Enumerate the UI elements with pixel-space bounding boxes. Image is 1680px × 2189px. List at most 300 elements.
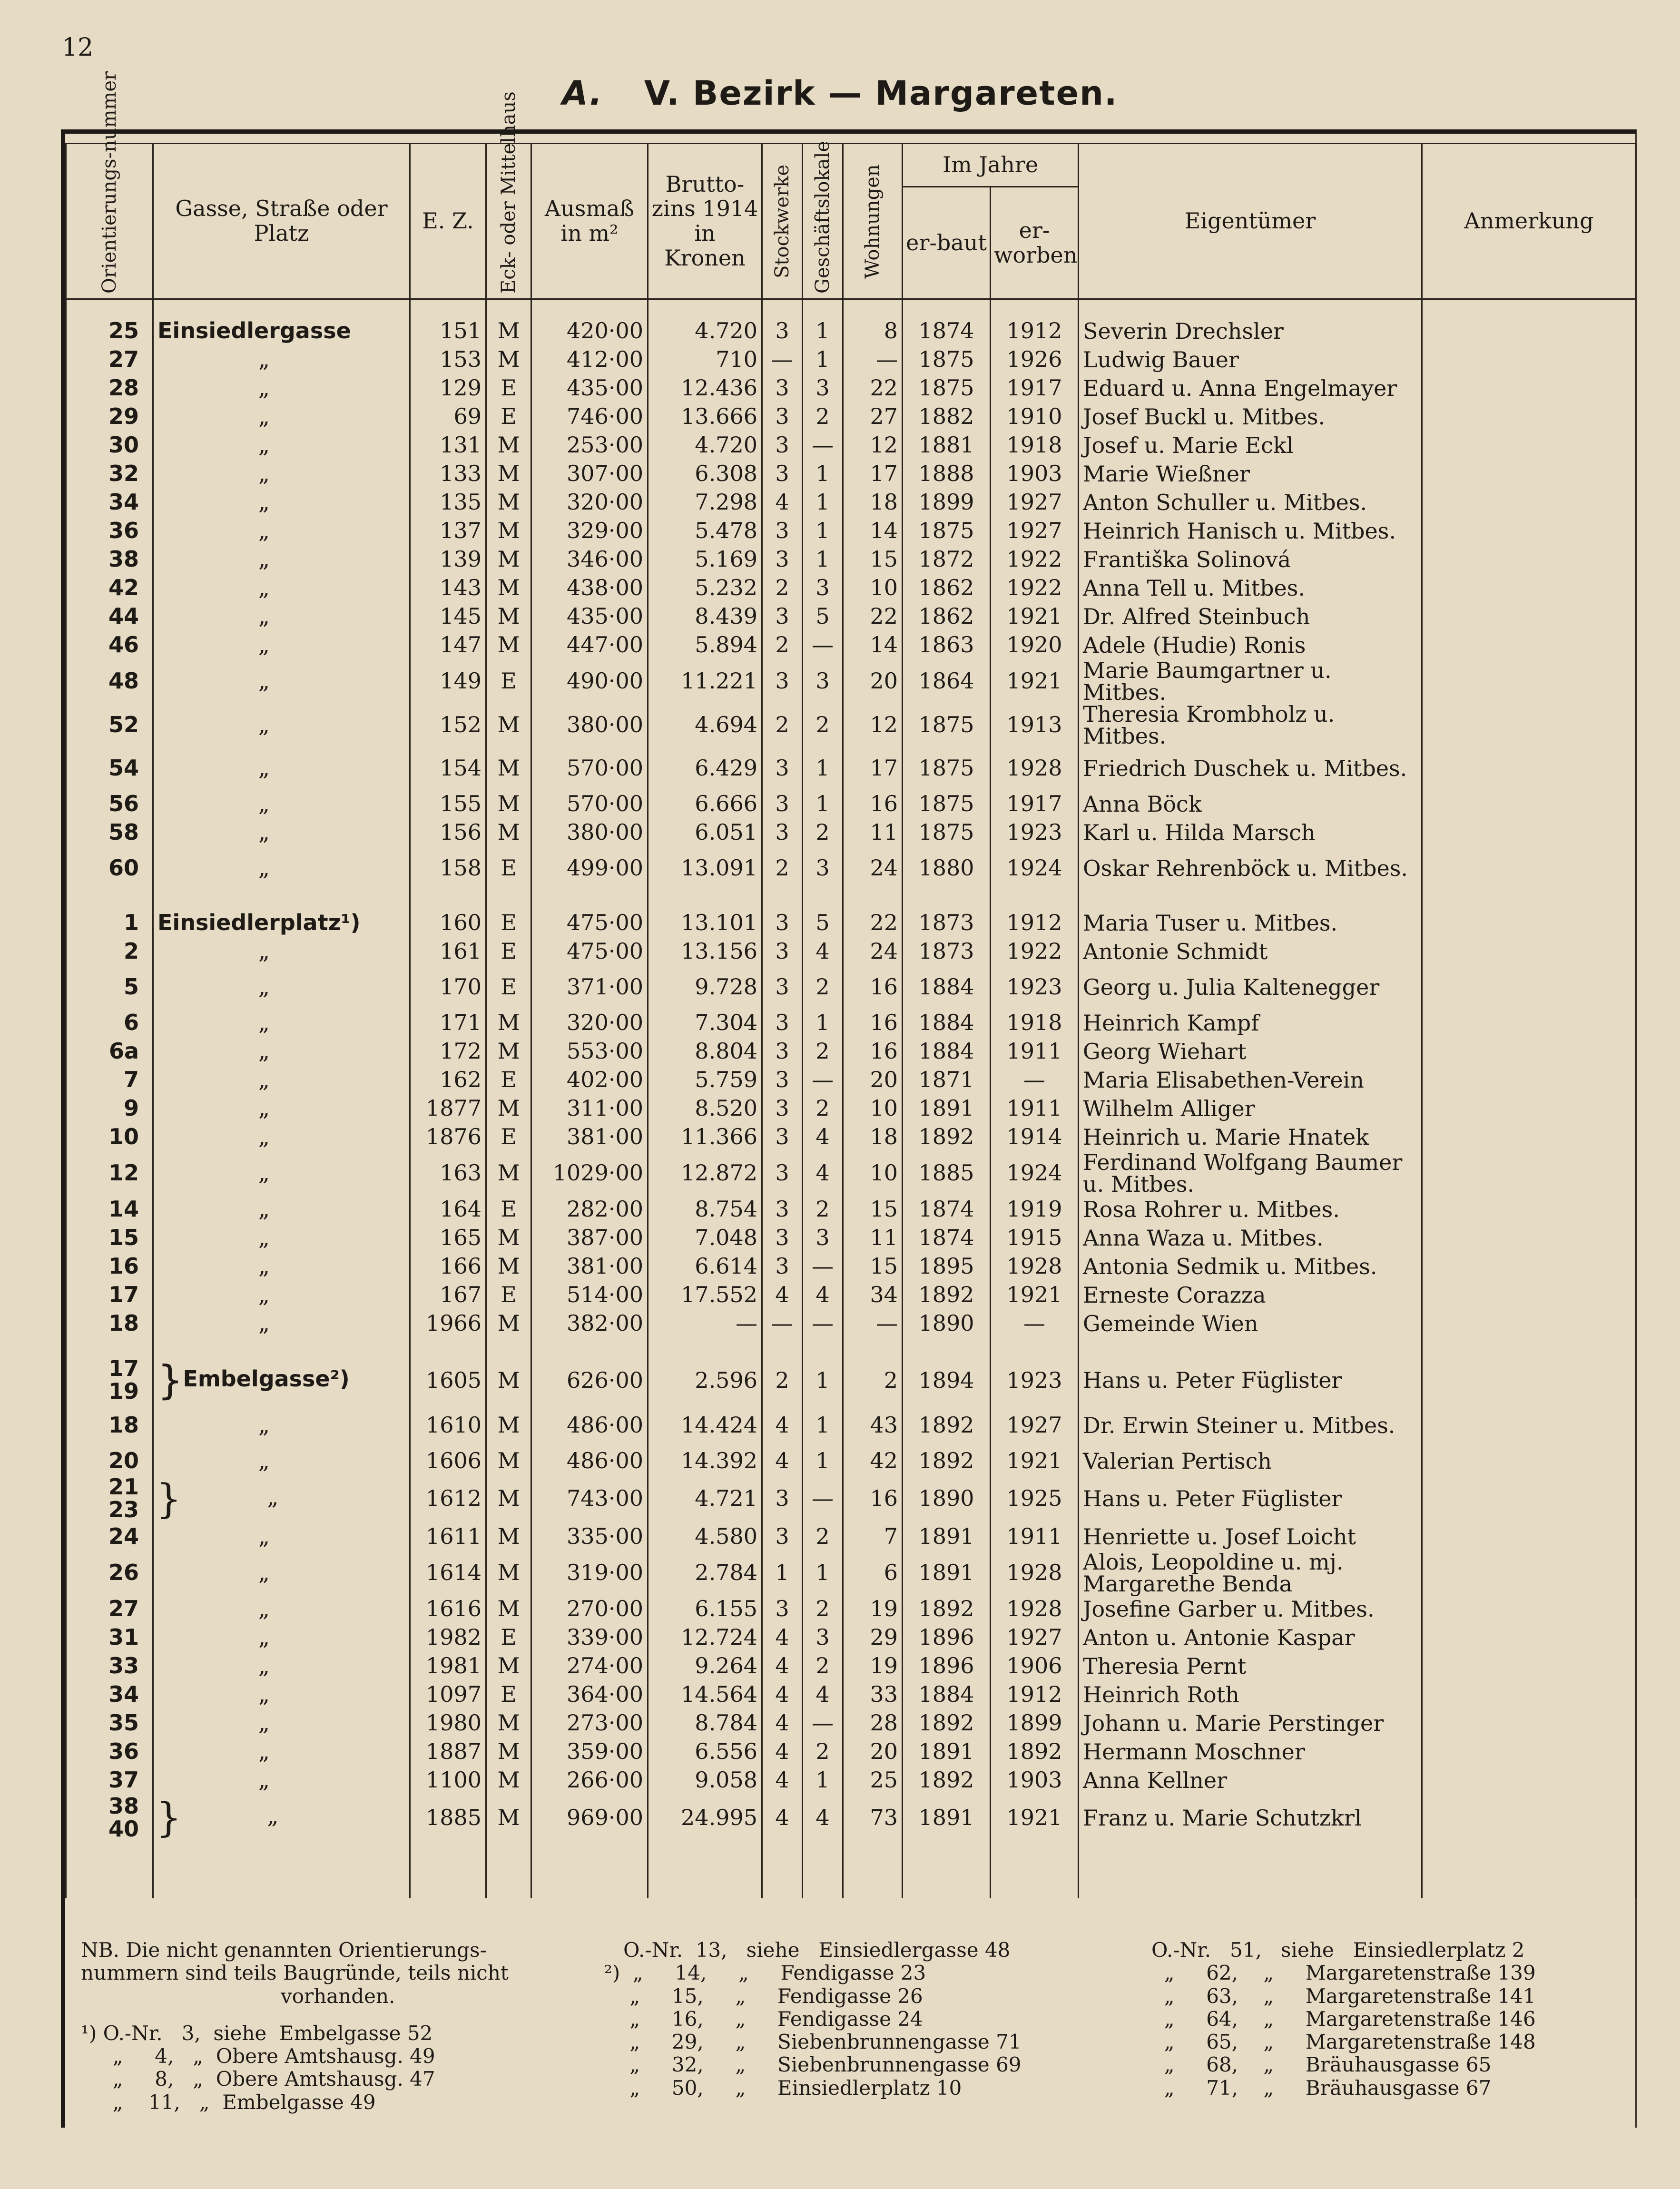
cell-note: [1422, 703, 1636, 747]
table-row: [66, 1551, 1636, 1595]
spacer-cell: [486, 1841, 531, 1898]
cell-erworben: 1922: [991, 574, 1079, 602]
table-row: [66, 703, 1636, 747]
street-name: „: [258, 632, 270, 658]
cell-onr: 15: [66, 1224, 153, 1252]
cell-wo: 16: [843, 1037, 903, 1066]
cell-wo: 20: [843, 1737, 903, 1766]
gap-cell: [648, 890, 762, 909]
street-name: „: [258, 1310, 270, 1336]
gap-cell: [486, 1338, 531, 1357]
cell-onr: 58: [66, 818, 153, 847]
fn1-line-1: ¹) O.-Nr. 3, siehe Embelgasse 52: [81, 2021, 433, 2045]
street-name: „: [258, 938, 270, 964]
cell-ez: 163: [410, 1151, 486, 1195]
cell-note: [1422, 488, 1636, 517]
cell-gl: 5: [803, 909, 843, 937]
cell-brutto: 11.221: [648, 659, 762, 703]
cell-brutto: 13.666: [648, 402, 762, 431]
cell-brutto: 13.101: [648, 909, 762, 937]
cell-brutto: —: [648, 1309, 762, 1338]
cell-eck: M: [486, 460, 531, 488]
cell-onr: 38: [66, 545, 153, 574]
cell-note: [1422, 1309, 1636, 1338]
cell-note: [1422, 574, 1636, 602]
cell-gl: 1: [803, 747, 843, 790]
cell-wo: 27: [843, 402, 903, 431]
cell-eck: M: [486, 1037, 531, 1066]
cell-area: 319·00: [531, 1551, 648, 1595]
cell-erworben: 1906: [991, 1652, 1079, 1680]
cell-gl: 3: [803, 659, 843, 703]
cell-gl: 1: [803, 345, 843, 374]
cell-owner: Alois, Leopoldine u. mj. Margarethe Benda: [1079, 1551, 1422, 1595]
gap-cell: [486, 890, 531, 909]
cell-note: [1422, 659, 1636, 703]
cell-ez: 155: [410, 790, 486, 818]
cell-wo: 14: [843, 631, 903, 659]
cell-onr: 16: [66, 1252, 153, 1281]
table-row: [66, 1680, 1636, 1709]
spacer-cell: [648, 1841, 762, 1898]
cell-ez: 1100: [410, 1766, 486, 1795]
cell-st: 3: [762, 1151, 803, 1195]
table-row: [66, 1652, 1636, 1680]
spacer-cell: [66, 1841, 153, 1898]
cell-gl: 3: [803, 847, 843, 890]
cell-area: 335·00: [531, 1522, 648, 1551]
cell-st: 4: [762, 1447, 803, 1475]
cell-erworben: 1912: [991, 299, 1079, 346]
cell-brutto: 24.995: [648, 1795, 762, 1842]
cell-onr: 6a: [66, 1037, 153, 1066]
street-name: Embelgasse²): [183, 1365, 350, 1392]
cell-eck: M: [486, 431, 531, 460]
cell-st: 3: [762, 460, 803, 488]
street-name: „: [258, 1160, 270, 1186]
fn3-line-7: „ 71, „ Bräuhausgasse 67: [1151, 2076, 1492, 2100]
onr-end: 23: [108, 1497, 139, 1523]
cell-onr: 48: [66, 659, 153, 703]
gap-cell: [803, 1338, 843, 1357]
spacer-cell: [1079, 1841, 1422, 1898]
cell-erworben: 1927: [991, 517, 1079, 545]
cell-gl: 1: [803, 790, 843, 818]
cell-erworben: 1899: [991, 1709, 1079, 1737]
cell-eck: M: [486, 1224, 531, 1252]
grouping-brace: }: [156, 1794, 182, 1841]
cell-st: 3: [762, 909, 803, 937]
cell-eck: E: [486, 847, 531, 890]
cell-st: 3: [762, 937, 803, 966]
cell-wo: 15: [843, 545, 903, 574]
cell-onr: 36: [66, 517, 153, 545]
table-row: [66, 1224, 1636, 1252]
cell-street: [153, 1066, 410, 1094]
cell-eck: M: [486, 488, 531, 517]
cell-brutto: 8.520: [648, 1094, 762, 1123]
cell-ez: 1605: [410, 1357, 486, 1404]
cell-erbaut: 1875: [903, 703, 991, 747]
cell-st: 4: [762, 1737, 803, 1766]
cell-erworben: 1927: [991, 488, 1079, 517]
cell-area: 371·00: [531, 966, 648, 1009]
cell-st: 4: [762, 1652, 803, 1680]
cell-st: 4: [762, 1766, 803, 1795]
cell-area: 438·00: [531, 574, 648, 602]
cell-street: [153, 631, 410, 659]
cell-gl: 2: [803, 818, 843, 847]
cell-erworben: 1903: [991, 460, 1079, 488]
cell-eck: M: [486, 1094, 531, 1123]
cell-ez: 162: [410, 1066, 486, 1094]
cell-wo: —: [843, 1309, 903, 1338]
cell-owner: Franz u. Marie Schutzkrl: [1079, 1795, 1422, 1842]
table-row: [66, 1037, 1636, 1066]
cell-wo: 10: [843, 574, 903, 602]
cell-brutto: 4.720: [648, 299, 762, 346]
cell-note: [1422, 1037, 1636, 1066]
cell-erworben: 1903: [991, 1766, 1079, 1795]
cell-note: [1422, 431, 1636, 460]
cell-erbaut: 1892: [903, 1595, 991, 1623]
cell-st: 2: [762, 847, 803, 890]
cell-note: [1422, 818, 1636, 847]
cell-erworben: 1923: [991, 818, 1079, 847]
cell-st: 3: [762, 545, 803, 574]
cell-onr: 14: [66, 1195, 153, 1224]
section-gap: [66, 1338, 1636, 1357]
cell-wo: 20: [843, 659, 903, 703]
cell-erbaut: 1863: [903, 631, 991, 659]
cell-erworben: 1913: [991, 703, 1079, 747]
cell-erworben: 1917: [991, 374, 1079, 402]
cell-area: 447·00: [531, 631, 648, 659]
cell-brutto: 4.721: [648, 1475, 762, 1522]
cell-street: [153, 402, 410, 431]
cell-brutto: 7.048: [648, 1224, 762, 1252]
cell-onr: 31: [66, 1623, 153, 1652]
cell-ez: 151: [410, 299, 486, 346]
onr-start: 21: [108, 1473, 139, 1500]
spacer-cell: [991, 1841, 1079, 1898]
cell-street: [153, 1224, 410, 1252]
cell-owner: Hans u. Peter Füglister: [1079, 1475, 1422, 1522]
cell-note: [1422, 374, 1636, 402]
cell-st: 3: [762, 966, 803, 1009]
cell-erbaut: 1875: [903, 818, 991, 847]
gap-cell: [1079, 1338, 1422, 1357]
cell-onr: 18: [66, 1404, 153, 1447]
cell-erworben: 1924: [991, 1151, 1079, 1195]
table-row: [66, 517, 1636, 545]
cell-st: 3: [762, 602, 803, 631]
cell-brutto: 5.894: [648, 631, 762, 659]
footnotes: [81, 1939, 1632, 2162]
cell-erworben: 1923: [991, 1357, 1079, 1404]
cell-gl: 4: [803, 1795, 843, 1842]
cell-st: 3: [762, 1475, 803, 1522]
cell-note: [1422, 1709, 1636, 1737]
cell-erbaut: 1896: [903, 1623, 991, 1652]
cell-erworben: 1912: [991, 1680, 1079, 1709]
table-row: [66, 747, 1636, 790]
cell-erworben: 1911: [991, 1522, 1079, 1551]
table-end-spacer: [66, 1841, 1636, 1898]
cell-erbaut: 1874: [903, 1195, 991, 1224]
gap-cell: [762, 1338, 803, 1357]
cell-erworben: 1911: [991, 1094, 1079, 1123]
cell-ez: 145: [410, 602, 486, 631]
gap-cell: [1422, 890, 1636, 909]
cell-area: 282·00: [531, 1195, 648, 1224]
cell-ez: 1981: [410, 1652, 486, 1680]
cell-ez: 152: [410, 703, 486, 747]
cell-erworben: 1921: [991, 1281, 1079, 1309]
cell-erworben: 1921: [991, 602, 1079, 631]
cell-wo: 10: [843, 1094, 903, 1123]
nb-line-3: vorhanden.: [281, 1984, 395, 2008]
street-name: Einsiedlerplatz¹): [157, 910, 361, 936]
cell-area: 475·00: [531, 909, 648, 937]
fn2-line-5: „ 29, „ Siebenbrunnengasse 71: [604, 2030, 1022, 2054]
cell-owner: Heinrich u. Marie Hnatek: [1079, 1123, 1422, 1151]
cell-st: 3: [762, 1123, 803, 1151]
gap-cell: [762, 890, 803, 909]
cell-area: 380·00: [531, 703, 648, 747]
cell-gl: 2: [803, 1522, 843, 1551]
cell-st: 3: [762, 1595, 803, 1623]
cell-ez: 143: [410, 574, 486, 602]
cell-area: 412·00: [531, 345, 648, 374]
street-name: „: [258, 346, 270, 373]
cell-onr: 56: [66, 790, 153, 818]
cell-erbaut: 1864: [903, 659, 991, 703]
onr-start: 17: [108, 1355, 139, 1381]
gap-cell: [1079, 890, 1422, 909]
street-name: „: [258, 855, 270, 881]
cell-gl: 1: [803, 1404, 843, 1447]
cell-eck: E: [486, 966, 531, 1009]
cell-gl: 2: [803, 1094, 843, 1123]
cell-erbaut: 1895: [903, 1252, 991, 1281]
header-im-jahre: Im Jahre: [903, 144, 1079, 187]
cell-onr: 10: [66, 1123, 153, 1151]
cell-brutto: 5.478: [648, 517, 762, 545]
cell-st: 3: [762, 1037, 803, 1066]
cell-street: [153, 790, 410, 818]
table-row: [66, 847, 1636, 890]
cell-owner: Erneste Corazza: [1079, 1281, 1422, 1309]
cell-eck: M: [486, 1795, 531, 1842]
cell-onr: [66, 1795, 153, 1842]
cell-area: 273·00: [531, 1709, 648, 1737]
fn3-line-5: „ 65, „ Margaretenstraße 148: [1151, 2030, 1536, 2054]
cell-gl: 5: [803, 602, 843, 631]
cell-note: [1422, 299, 1636, 346]
cell-ez: 158: [410, 847, 486, 890]
cell-onr: 18: [66, 1309, 153, 1338]
cell-owner: Antonie Schmidt: [1079, 937, 1422, 966]
fn3-line-3: „ 63, „ Margaretenstraße 141: [1151, 1984, 1536, 2008]
cell-brutto: 6.556: [648, 1737, 762, 1766]
cell-ez: 1612: [410, 1475, 486, 1522]
cell-st: 3: [762, 431, 803, 460]
cell-owner: Josef Buckl u. Mitbes.: [1079, 402, 1422, 431]
street-name: „: [258, 1010, 270, 1036]
cell-gl: 2: [803, 402, 843, 431]
cell-street: [153, 659, 410, 703]
table-row: [66, 1309, 1636, 1338]
cell-eck: M: [486, 1522, 531, 1551]
cell-owner: Heinrich Kampf: [1079, 1009, 1422, 1037]
cell-erworben: 1925: [991, 1475, 1079, 1522]
cell-brutto: 13.156: [648, 937, 762, 966]
spacer-cell: [762, 1841, 803, 1898]
cell-brutto: 6.666: [648, 790, 762, 818]
cell-onr: 34: [66, 1680, 153, 1709]
cell-erworben: 1921: [991, 659, 1079, 703]
table-row: [66, 545, 1636, 574]
left-rule: [61, 1909, 65, 2128]
cell-brutto: 2.784: [648, 1551, 762, 1595]
cell-street: [153, 1680, 410, 1709]
cell-onr: 52: [66, 703, 153, 747]
street-name: „: [258, 974, 270, 1000]
cell-erworben: 1917: [991, 790, 1079, 818]
cell-owner: Adele (Hudie) Ronis: [1079, 631, 1422, 659]
cell-eck: M: [486, 1652, 531, 1680]
header-stockwerke: Stockwerke: [762, 144, 803, 299]
cell-ez: 1614: [410, 1551, 486, 1595]
cell-brutto: 8.804: [648, 1037, 762, 1066]
table-row: [66, 299, 1636, 346]
cell-owner: Georg Wiehart: [1079, 1037, 1422, 1066]
cell-owner: Gemeinde Wien: [1079, 1309, 1422, 1338]
gap-cell: [903, 1338, 991, 1357]
cell-wo: —: [843, 345, 903, 374]
street-name: „: [258, 1523, 270, 1549]
cell-note: [1422, 1357, 1636, 1404]
cell-area: 402·00: [531, 1066, 648, 1094]
cell-eck: M: [486, 818, 531, 847]
cell-eck: E: [486, 1195, 531, 1224]
cell-wo: 34: [843, 1281, 903, 1309]
cell-owner: Ferdinand Wolfgang Baumer u. Mitbes.: [1079, 1151, 1422, 1195]
street-name: „: [258, 1067, 270, 1093]
cell-erworben: 1924: [991, 847, 1079, 890]
cell-erbaut: 1892: [903, 1281, 991, 1309]
cell-onr: 60: [66, 847, 153, 890]
cell-gl: 1: [803, 299, 843, 346]
cell-brutto: 9.728: [648, 966, 762, 1009]
cell-street: [153, 1522, 410, 1551]
gap-cell: [410, 1338, 486, 1357]
cell-erbaut: 1892: [903, 1404, 991, 1447]
cell-street: [153, 1094, 410, 1123]
fn1-line-3: „ 8, „ Obere Amtshausg. 47: [81, 2067, 435, 2091]
cell-erbaut: 1899: [903, 488, 991, 517]
cell-eck: M: [486, 1252, 531, 1281]
cell-eck: M: [486, 602, 531, 631]
cell-erbaut: 1885: [903, 1151, 991, 1195]
street-name: „: [258, 1559, 270, 1585]
cell-erbaut: 1892: [903, 1123, 991, 1151]
cell-owner: Karl u. Hilda Marsch: [1079, 818, 1422, 847]
cell-wo: 20: [843, 1066, 903, 1094]
cell-brutto: 14.564: [648, 1680, 762, 1709]
cell-street: [153, 703, 410, 747]
cell-wo: 73: [843, 1795, 903, 1842]
spacer-cell: [843, 1841, 903, 1898]
cell-erbaut: 1894: [903, 1357, 991, 1404]
cell-brutto: 9.264: [648, 1652, 762, 1680]
cell-area: 490·00: [531, 659, 648, 703]
cell-note: [1422, 1795, 1636, 1842]
cell-brutto: 12.436: [648, 374, 762, 402]
cell-owner: Josef u. Marie Eckl: [1079, 431, 1422, 460]
cell-erworben: 1892: [991, 1737, 1079, 1766]
fn3-line-2: „ 62, „ Margaretenstraße 139: [1151, 1961, 1536, 1985]
cell-erworben: 1915: [991, 1224, 1079, 1252]
cell-gl: 1: [803, 1551, 843, 1595]
cell-brutto: 2.596: [648, 1357, 762, 1404]
street-name: „: [258, 1124, 270, 1150]
cell-street: [153, 602, 410, 631]
cell-area: 320·00: [531, 1009, 648, 1037]
gap-cell: [843, 890, 903, 909]
cell-wo: 16: [843, 790, 903, 818]
cell-wo: 18: [843, 1123, 903, 1151]
cell-onr: 42: [66, 574, 153, 602]
cell-ez: 153: [410, 345, 486, 374]
table-row: [66, 659, 1636, 703]
cell-erworben: 1912: [991, 909, 1079, 937]
cell-ez: 166: [410, 1252, 486, 1281]
cell-gl: 2: [803, 1595, 843, 1623]
grouping-brace: }: [157, 1356, 183, 1404]
cell-ez: 1885: [410, 1795, 486, 1842]
cell-owner: Oskar Rehrenböck u. Mitbes.: [1079, 847, 1422, 890]
cell-owner: Ludwig Bauer: [1079, 345, 1422, 374]
cell-wo: 29: [843, 1623, 903, 1652]
cell-area: 346·00: [531, 545, 648, 574]
cell-note: [1422, 790, 1636, 818]
cell-area: 553·00: [531, 1037, 648, 1066]
header-wohnungen: Wohnungen: [843, 144, 903, 299]
cell-note: [1422, 1522, 1636, 1551]
cell-onr: 32: [66, 460, 153, 488]
cell-ez: 154: [410, 747, 486, 790]
cell-erbaut: 1862: [903, 574, 991, 602]
cell-ez: 160: [410, 909, 486, 937]
cell-eck: M: [486, 1595, 531, 1623]
cell-note: [1422, 1475, 1636, 1522]
cell-street: [153, 1737, 410, 1766]
table-row: [66, 345, 1636, 374]
table-row: [66, 1475, 1636, 1522]
cell-gl: —: [803, 1475, 843, 1522]
cell-brutto: 8.754: [648, 1195, 762, 1224]
fn1-line-4: „ 11, „ Embelgasse 49: [81, 2090, 376, 2114]
cell-owner: Georg u. Julia Kaltenegger: [1079, 966, 1422, 1009]
cell-gl: 2: [803, 1652, 843, 1680]
cell-area: 311·00: [531, 1094, 648, 1123]
cell-area: 380·00: [531, 818, 648, 847]
cell-area: 570·00: [531, 747, 648, 790]
cell-street: [153, 1766, 410, 1795]
cell-ez: 161: [410, 937, 486, 966]
